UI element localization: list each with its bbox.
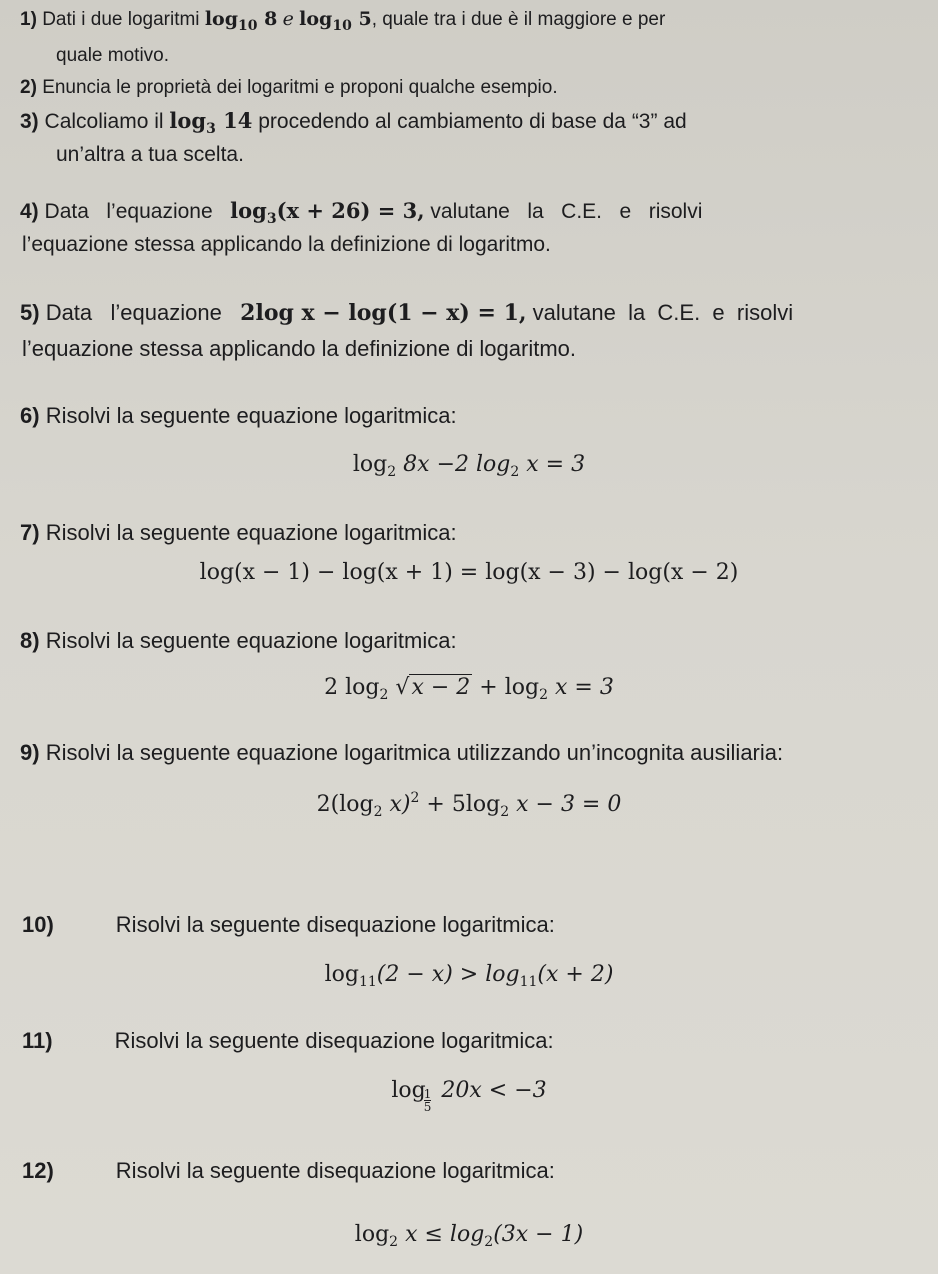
- question-3-line-2: un’altra a tua scelta.: [56, 143, 244, 166]
- question-12-prompt: 12) Risolvi la seguente disequazione logaritmica:: [22, 1158, 555, 1183]
- question-1-line-2: quale motivo.: [56, 45, 170, 66]
- question-3-line-1: 3) Calcoliamo il $\log_3 14$ procedendo al cambiamento di base da “3” ad: [20, 108, 687, 137]
- fraction-base: $\frac{1}{5}$: [423, 1087, 432, 1114]
- question-7-prompt: 7) Risolvi la seguente equazione logaritmica:: [20, 520, 457, 545]
- question-4-line-1: 4) Data l’equazione $\log_3(x + 26) = 3$, valutane la C.E. e risolvi: [20, 198, 703, 227]
- question-6-prompt: 6) Risolvi la seguente equazione logaritmica:: [20, 403, 457, 428]
- question-9-equation: $2(\log_2$ $x)^2 + 5\log_2$ x − 3 = 0: [316, 790, 622, 820]
- question-5-line-2: l’equazione stessa applicando la definizione di logaritmo.: [22, 336, 577, 361]
- question-4-line-2: l’equazione stessa applicando la definizione di logaritmo.: [22, 233, 551, 256]
- question-2-line: 2) Enuncia le proprietà dei logaritmi e proponi qualche esempio.: [20, 77, 558, 98]
- question-9-prompt: 9) Risolvi la seguente equazione logaritmica utilizzando un’incognita ausiliaria:: [20, 740, 784, 765]
- question-8-equation: 2 $\log_2 √x - 2 + \log_2 x = 3$: [324, 675, 614, 703]
- question-12-equation: $\log_2 x \le \log_2(3x - 1)$: [354, 1222, 584, 1250]
- question-10-prompt: 10) Risolvi la seguente disequazione logaritmica:: [22, 912, 555, 937]
- question-11-prompt: 11) Risolvi la seguente disequazione logaritmica:: [22, 1028, 554, 1053]
- question-6-equation: $\log_2 8x -2$ $\log_2 x = 3$: [352, 452, 586, 480]
- question-11-equation: log $\frac{1}{5}$ 20x < −3: [391, 1078, 547, 1114]
- question-8-prompt: 8) Risolvi la seguente equazione logaritmica:: [20, 628, 457, 653]
- question-7-equation: log(x − 1) − log(x + 1) = log(x − 3) − log(x − 2): [199, 560, 739, 585]
- question-10-equation: $\log_{11}(2 - x) > \log_{11}(x + 2)$: [324, 962, 614, 990]
- question-1-line-1: 1) Dati i due logaritmi $\log_{10} 8$ e $\log_{10} 5$, quale tra i due è il maggiore e per: [20, 8, 666, 34]
- question-5-line-1: 5) Data l’equazione 2log x − log(1 − x) = 1, valutane la C.E. e risolvi: [20, 300, 794, 326]
